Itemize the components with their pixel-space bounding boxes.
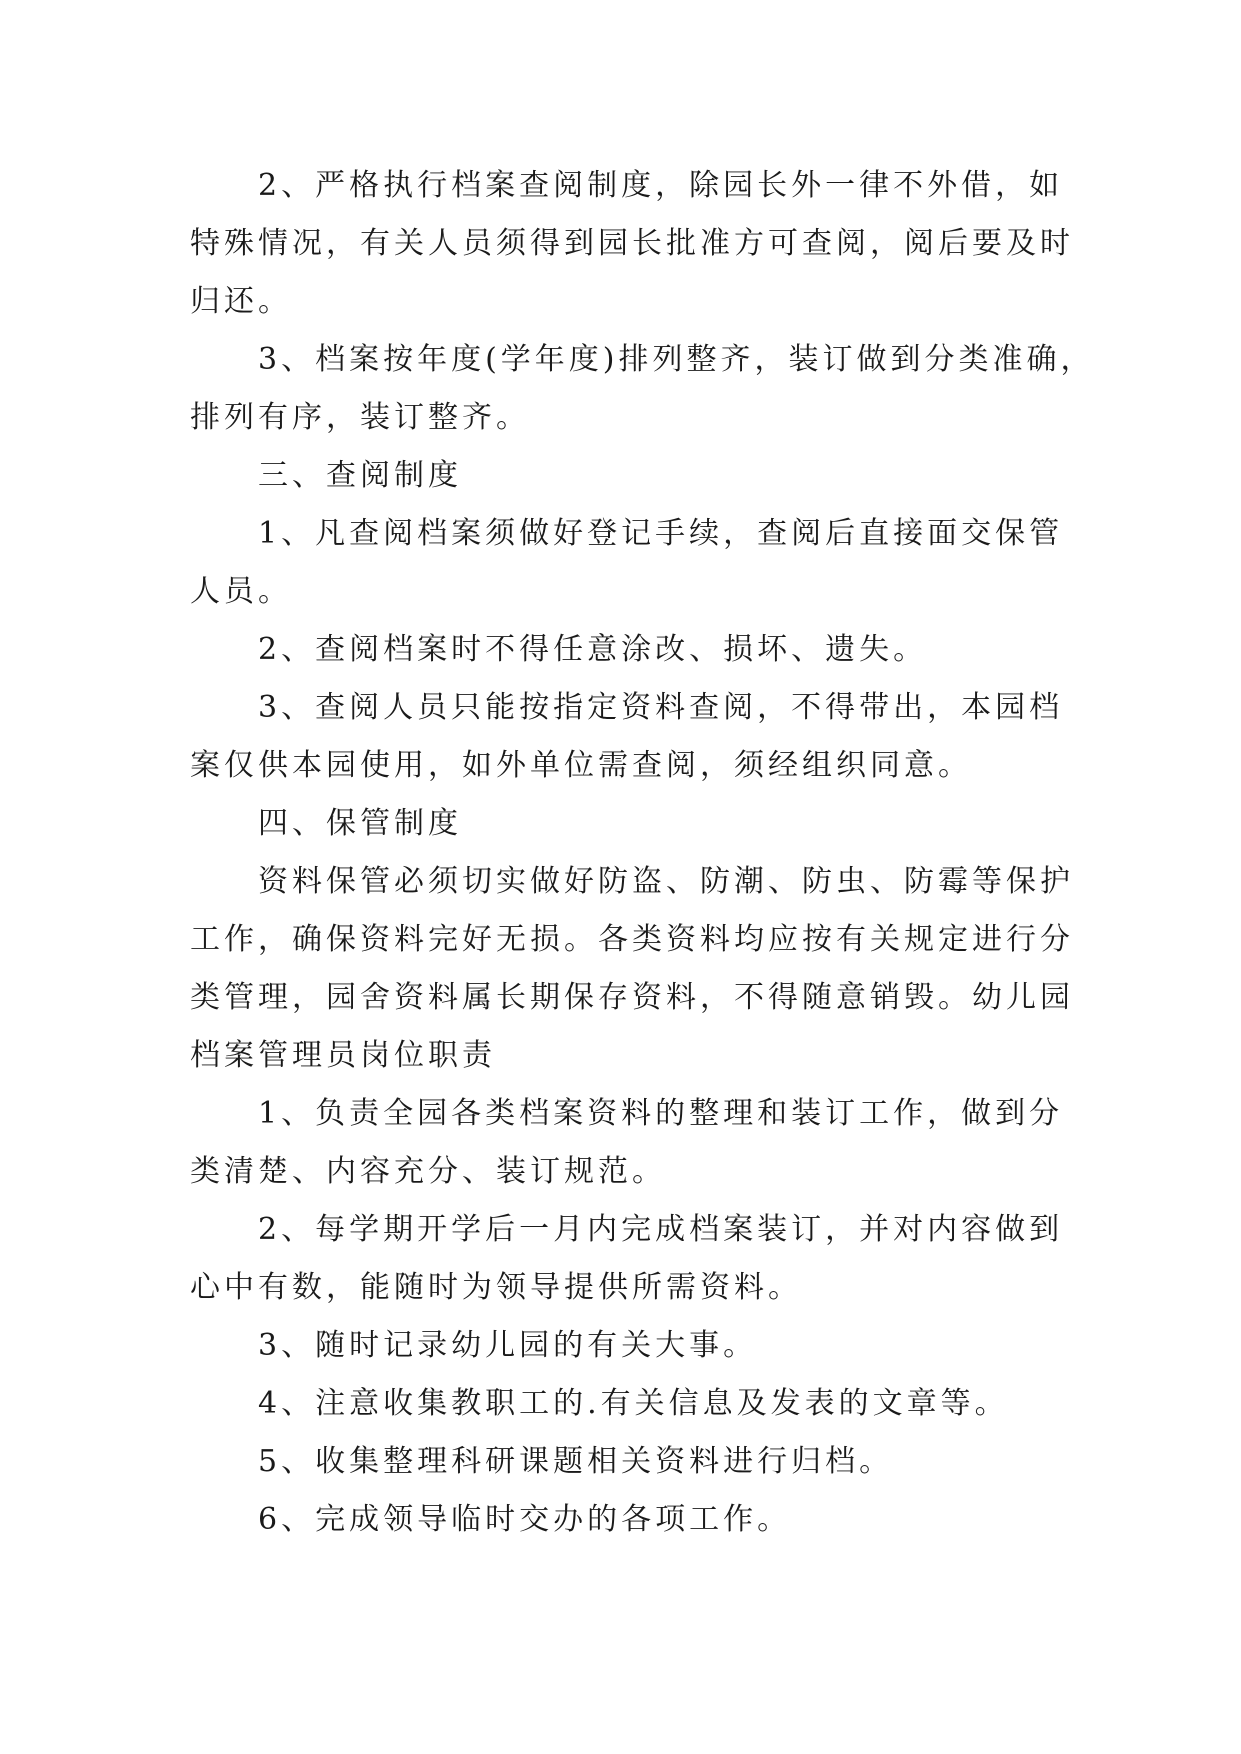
text-line: 四、保管制度 [258,806,462,841]
section-heading-custody [190,795,1070,853]
text-line: 人员。 [190,574,292,609]
text-line: 6、完成领导临时交办的各项工作。 [258,1502,792,1537]
text-line: 档案管理员岗位职责 [190,1038,496,1073]
text-line: 2、每学期开学后一月内完成档案装订，并对内容做到 [258,1212,1064,1247]
text-line: 特殊情况，有关人员须得到园长批准方可查阅，阅后要及时 [190,226,1074,261]
text-line: 5、收集整理科研课题相关资料进行归档。 [258,1444,894,1479]
duty-item-1 [190,1085,1070,1201]
paragraph-consult-internal-use [190,679,1070,795]
section-heading-consultation [190,447,1070,505]
text-line: 4、注意收集教职工的.有关信息及发表的文章等。 [258,1386,1009,1421]
paragraph-archive-lending [190,157,1074,331]
text-line: 资料保管必须切实做好防盗、防潮、防虫、防霉等保护 [258,864,1074,899]
paragraph-consult-no-alteration [190,621,1070,679]
text-line: 2、查阅档案时不得任意涂改、损坏、遗失。 [258,632,928,667]
text-line: 3、随时记录幼儿园的有关大事。 [258,1328,758,1363]
text-line: 排列有序，装订整齐。 [190,400,530,435]
document-body [190,157,1095,1549]
text-line: 3、查阅人员只能按指定资料查阅，不得带出，本园档 [258,690,1064,725]
paragraph-archive-order [190,331,1095,447]
text-line: 1、负责全园各类档案资料的整理和装订工作，做到分 [258,1096,1064,1131]
duty-item-3 [190,1317,1070,1375]
text-line: 类清楚、内容充分、装订规范。 [190,1154,666,1189]
paragraph-consult-registration [190,505,1070,621]
duty-item-2 [190,1201,1070,1317]
text-line: 案仅供本园使用，如外单位需查阅，须经组织同意。 [190,748,972,783]
text-line: 1、凡查阅档案须做好登记手续，查阅后直接面交保管 [258,516,1064,551]
duty-item-4 [190,1375,1070,1433]
text-line: 3、档案按年度(学年度)排列整齐，装订做到分类准确， [258,342,1095,377]
text-line: 归还。 [190,284,292,319]
duty-item-6 [190,1491,1070,1549]
text-line: 心中有数，能随时为领导提供所需资料。 [190,1270,802,1305]
duty-item-5 [190,1433,1070,1491]
text-line: 三、查阅制度 [258,458,462,493]
text-line: 2、严格执行档案查阅制度，除园长外一律不外借，如 [258,168,1064,203]
text-line: 类管理，园舍资料属长期保存资料，不得随意销毁。幼儿园 [190,980,1074,1015]
paragraph-custody-protection [190,853,1074,1085]
text-line: 工作，确保资料完好无损。各类资料均应按有关规定进行分 [190,922,1074,957]
